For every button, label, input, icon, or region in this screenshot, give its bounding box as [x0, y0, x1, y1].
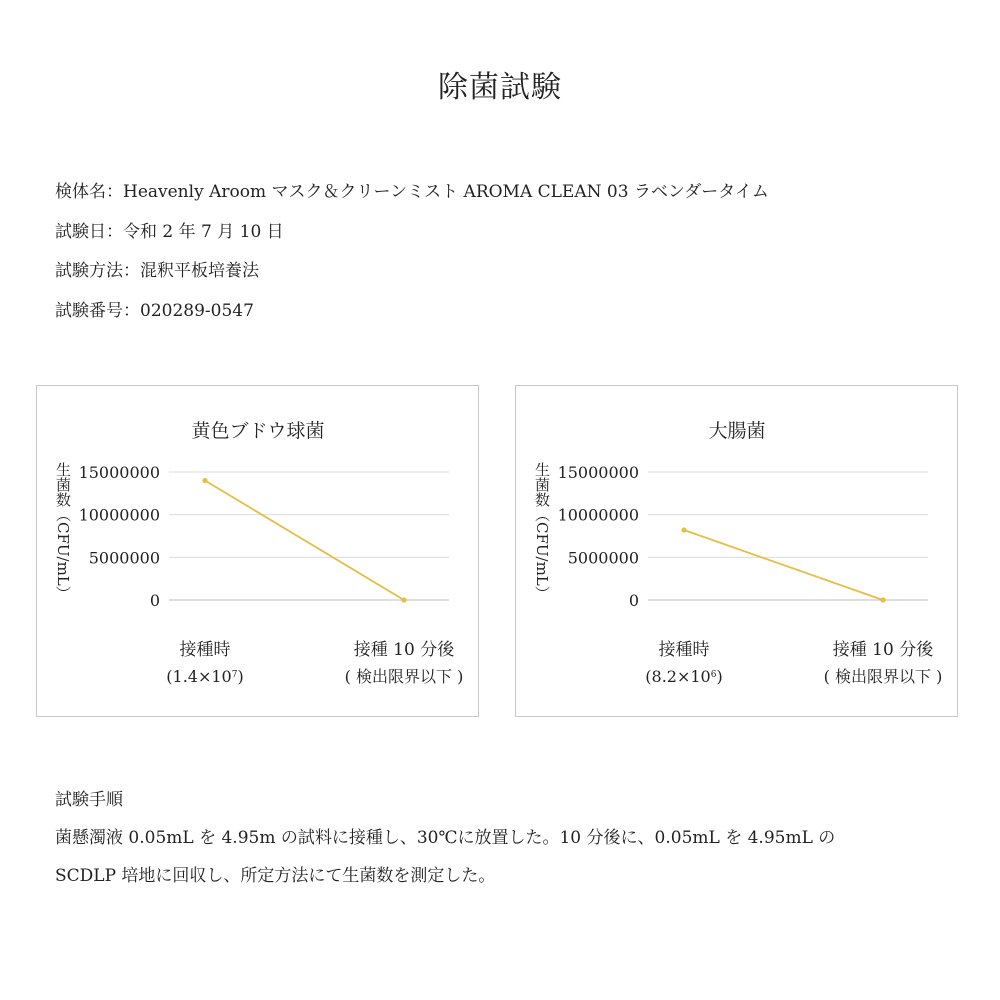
test-procedure	[55, 785, 835, 899]
x-category-sublabel: $(8.2\times 10^6)$	[645, 667, 723, 686]
chart-title: 大腸菌	[708, 420, 766, 442]
y-tick-label: 0	[149, 591, 160, 610]
y-tick-label: 10000000	[78, 505, 160, 525]
data-point	[401, 597, 406, 602]
y-tick-label: 5000000	[567, 548, 639, 568]
y-tick-label: 15000000	[78, 463, 160, 482]
chart-ecoli	[516, 386, 959, 718]
chart-staph	[37, 386, 480, 718]
procedure-line-2: SCDLP 培地に回収し、所定方法にて生菌数を測定した。	[55, 866, 496, 886]
y-tick-label: 10000000	[557, 505, 639, 525]
series-line	[684, 530, 883, 600]
data-point	[880, 597, 885, 602]
data-point	[681, 527, 686, 532]
page-title: 除菌試験	[438, 70, 562, 105]
chart-panel-staph	[36, 385, 479, 717]
x-category-label: 接種 10 分後	[353, 640, 455, 660]
x-category-sublabel: ( 検出限界以下 )	[823, 667, 943, 686]
test-number: 試験番号：020289-0547	[55, 300, 254, 321]
x-category-label: 接種時	[658, 640, 710, 660]
test-method: 試験方法：混釈平板培養法	[55, 261, 259, 281]
specimen-name: 検体名：Heavenly Aroom マスク＆クリーンミスト AROMA CLEAN 03 ラベンダータイム	[55, 182, 769, 202]
x-category-label: 接種 10 分後	[832, 640, 934, 660]
chart-panel-ecoli	[515, 385, 958, 717]
y-tick-label: 15000000	[557, 463, 639, 482]
y-axis-label: 生菌数（CFU/mL）	[54, 462, 72, 601]
data-point	[202, 478, 207, 483]
chart-title: 黄色ブドウ球菌	[191, 420, 325, 442]
y-tick-label: 5000000	[88, 548, 160, 568]
x-category-sublabel: ( 検出限界以下 )	[344, 667, 464, 686]
test-info	[55, 177, 769, 335]
series-line	[205, 481, 404, 600]
x-category-sublabel: $(1.4\times 10^7)$	[166, 667, 244, 686]
y-tick-label: 0	[628, 591, 639, 610]
test-date: 試験日：令和 2 年 7 月 10 日	[55, 221, 284, 242]
y-axis-label: 生菌数（CFU/mL）	[533, 462, 551, 601]
procedure-line-1: 菌懸濁液 0.05mL を 4.95m の試料に接種し、30℃に放置した。10 分後に、0.05mL を 4.95mL の	[55, 828, 836, 848]
x-category-label: 接種時	[179, 640, 231, 660]
procedure-heading: 試験手順	[55, 790, 123, 810]
